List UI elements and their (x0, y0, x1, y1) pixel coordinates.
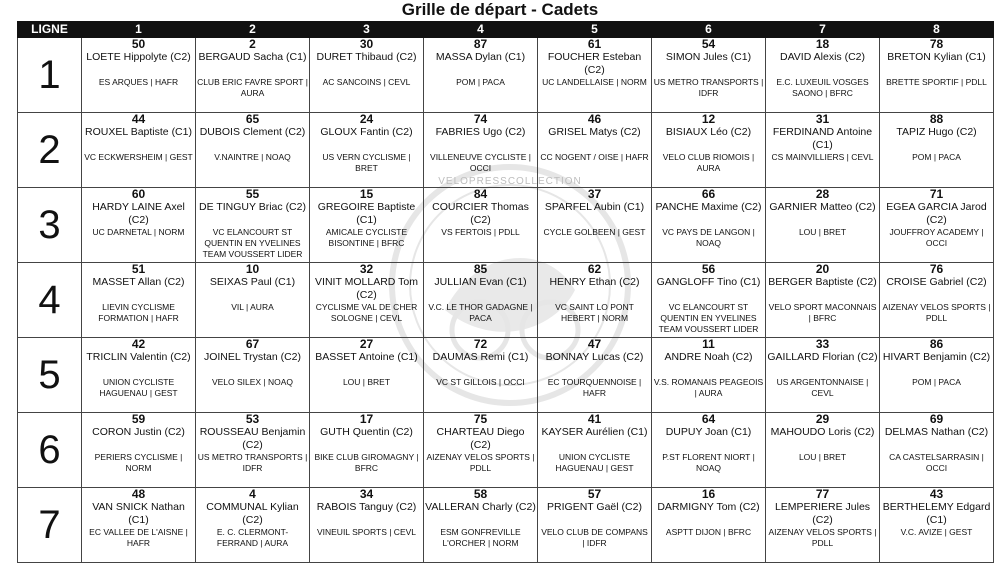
rider-name: LEMPERIERE Jules (C2) (774, 501, 871, 526)
rider-bib-number: 50 (131, 38, 146, 51)
rider-bib-number: 2 (249, 38, 256, 51)
rider-name: DARMIGNY Tom (C2) (657, 501, 760, 513)
rider-bib-number: 27 (359, 338, 374, 351)
rider-bib-number: 31 (815, 113, 830, 126)
rider-bib-number: 15 (359, 188, 374, 201)
column-header: 7 (766, 22, 880, 38)
rider-cell (880, 38, 994, 113)
rider-cell (196, 113, 310, 188)
rider-club: VC ELANCOURT ST QUENTIN EN YVELINES TEAM VOUSSERT LIDER (658, 302, 759, 334)
rider-name: TRICLIN Valentin (C2) (86, 351, 191, 363)
rider-club: AIZENAY VELOS SPORTS | PDLL (882, 302, 991, 323)
rider-bib-number: 72 (473, 338, 488, 351)
rider-cell (652, 188, 766, 263)
rider-bib-number: 30 (359, 38, 374, 51)
rider-cell (424, 263, 538, 338)
rider-club: CYCLISME VAL DE CHER SOLOGNE | CEVL (315, 302, 418, 323)
rider-cell (880, 113, 994, 188)
rider-bib-number: 53 (245, 413, 260, 426)
rider-bib-number: 11 (702, 338, 715, 351)
rider-bib-number: 61 (587, 38, 602, 51)
rider-name: GARNIER Matteo (C2) (769, 201, 876, 213)
rider-bib-number: 64 (701, 413, 716, 426)
watermark-text: VELOPRESSCOLLECTION (438, 176, 582, 187)
rider-name: DE TINGUY Briac (C2) (199, 201, 306, 213)
rider-cell (538, 413, 652, 488)
rider-name: LOETE Hippolyte (C2) (86, 51, 191, 63)
rider-club: VELO CLUB DE COMPANS | IDFR (541, 527, 648, 548)
rider-bib-number: 60 (131, 188, 146, 201)
rider-club: VELO SILEX | NOAQ (211, 377, 294, 387)
rider-bib-number: 51 (131, 263, 146, 276)
rider-club: POM | PACA (456, 77, 505, 87)
rider-bib-number: 32 (359, 263, 374, 276)
rider-bib-number: 29 (815, 413, 830, 426)
rider-name: SIMON Jules (C1) (665, 51, 752, 63)
rider-bib-number: 62 (587, 263, 602, 276)
rider-cell (310, 413, 424, 488)
column-header: 1 (82, 22, 196, 38)
rider-bib-number: 17 (359, 413, 374, 426)
rider-cell (82, 38, 196, 113)
rider-cell (652, 263, 766, 338)
rider-cell (310, 38, 424, 113)
rider-club: P.ST FLORENT NIORT | NOAQ (662, 452, 755, 473)
rider-bib-number: 58 (473, 488, 488, 501)
rider-club: V.C. AVIZE | GEST (900, 527, 973, 537)
rider-club: AIZENAY VELOS SPORTS | PDLL (768, 527, 877, 548)
rider-bib-number: 66 (701, 188, 716, 201)
rider-cell (424, 413, 538, 488)
rider-cell (538, 188, 652, 263)
rider-bib-number: 54 (701, 38, 716, 51)
rider-cell (310, 113, 424, 188)
column-header: 4 (424, 22, 538, 38)
rider-name: BONNAY Lucas (C2) (545, 351, 644, 363)
rider-name: ROUSSEAU Benjamin (C2) (199, 426, 306, 451)
row-number: 6 (18, 413, 82, 488)
rider-name: DURET Thibaud (C2) (316, 51, 417, 63)
rider-name: JULLIAN Evan (C1) (434, 276, 527, 288)
rider-club: EC TOURQUENNOISE | HAFR (547, 377, 642, 398)
rider-club: VC ST GILLOIS | OCCI (436, 377, 525, 387)
rider-club: BRETTE SPORTIF | PDLL (886, 77, 987, 87)
rider-bib-number: 12 (701, 113, 716, 126)
rider-name: GRISEL Matys (C2) (548, 126, 641, 138)
rider-bib-number: 74 (473, 113, 488, 126)
rider-bib-number: 87 (473, 38, 488, 51)
rider-club: V.C. LE THOR GADAGNE | PACA (428, 302, 533, 323)
rider-cell (424, 188, 538, 263)
rider-name: BASSET Antoine (C1) (315, 351, 418, 363)
rider-bib-number: 59 (131, 413, 146, 426)
column-header: 6 (652, 22, 766, 38)
rider-bib-number: 67 (245, 338, 260, 351)
rider-club: LOU | BRET (342, 377, 391, 387)
rider-cell (880, 488, 994, 563)
rider-club: JOUFFROY ACADEMY | OCCI (889, 227, 984, 248)
rider-club: POM | PACA (912, 152, 961, 162)
rider-cell (538, 338, 652, 413)
rider-club: UC DARNETAL | NORM (92, 227, 185, 237)
rider-name: COURCIER Thomas (C2) (432, 201, 529, 226)
rider-cell (766, 38, 880, 113)
rider-cell (652, 38, 766, 113)
rider-cell (538, 38, 652, 113)
rider-bib-number: 78 (929, 38, 944, 51)
rider-club: UNION CYCLISTE HAGUENAU | GEST (555, 452, 634, 473)
column-header: 3 (310, 22, 424, 38)
rider-name: GAILLARD Florian (C2) (767, 351, 878, 363)
rider-name: VAN SNICK Nathan (C1) (92, 501, 185, 526)
rider-name: SPARFEL Aubin (C1) (544, 201, 645, 213)
rider-bib-number: 44 (131, 113, 146, 126)
row-number: 5 (18, 338, 82, 413)
rider-bib-number: 41 (587, 413, 602, 426)
rider-cell (652, 338, 766, 413)
rider-bib-number: 77 (815, 488, 830, 501)
rider-bib-number: 65 (245, 113, 260, 126)
rider-name: FABRIES Ugo (C2) (435, 126, 526, 138)
rider-club: CYCLE GOLBEEN | GEST (543, 227, 646, 237)
rider-club: PERIERS CYCLISME | NORM (94, 452, 183, 473)
rider-name: DUPUY Joan (C1) (665, 426, 752, 438)
rider-name: BERGER Baptiste (C2) (768, 276, 877, 288)
rider-club: ES ARQUES | HAFR (98, 77, 179, 87)
rider-bib-number: 71 (929, 188, 944, 201)
rider-cell (310, 263, 424, 338)
rider-name: BRETON Kylian (C1) (887, 51, 986, 63)
rider-club: VIL | AURA (231, 302, 274, 312)
ligne-header: LIGNE (18, 22, 82, 38)
rider-cell (82, 338, 196, 413)
row-number: 3 (18, 188, 82, 263)
rider-cell (538, 488, 652, 563)
rider-name: SEIXAS Paul (C1) (209, 276, 296, 288)
rider-name: MASSA Dylan (C1) (435, 51, 526, 63)
rider-club: VC ECKWERSHEIM | GEST (84, 152, 193, 162)
rider-club: VINEUIL SPORTS | CEVL (316, 527, 417, 537)
rider-club: BIKE CLUB GIROMAGNY | BFRC (314, 452, 419, 473)
header-row (18, 22, 994, 38)
grid-row (18, 338, 994, 413)
column-header: 5 (538, 22, 652, 38)
rider-bib-number: 33 (815, 338, 830, 351)
rider-club: CC NOGENT / OISE | HAFR (540, 152, 649, 162)
rider-cell (766, 188, 880, 263)
rider-name: KAYSER Aurélien (C1) (541, 426, 648, 438)
rider-cell (424, 338, 538, 413)
rider-cell (880, 188, 994, 263)
rider-club: CA CASTELSARRASIN | OCCI (889, 452, 984, 473)
rider-club: VC ELANCOURT ST QUENTIN EN YVELINES TEAM VOUSSERT LIDER (202, 227, 303, 259)
rider-club: V.NAINTRE | NOAQ (214, 152, 291, 162)
rider-cell (880, 338, 994, 413)
rider-cell (766, 263, 880, 338)
rider-club: AC SANCOINS | CEVL (322, 77, 411, 87)
start-grid-table (17, 21, 994, 563)
rider-cell (196, 488, 310, 563)
rider-bib-number: 4 (249, 488, 256, 501)
rider-cell (538, 113, 652, 188)
rider-club: AMICALE CYCLISTE BISONTINE | BFRC (325, 227, 408, 248)
rider-name: VALLERAN Charly (C2) (425, 501, 536, 513)
grid-row (18, 413, 994, 488)
rider-name: GREGOIRE Baptiste (C1) (317, 201, 416, 226)
rider-club: US ARGENTONNAISE | CEVL (776, 377, 869, 398)
rider-bib-number: 37 (587, 188, 602, 201)
rider-cell (82, 263, 196, 338)
rider-cell (424, 38, 538, 113)
row-number: 1 (18, 38, 82, 113)
rider-bib-number: 18 (815, 38, 830, 51)
rider-cell (880, 413, 994, 488)
rider-club: V.S. ROMANAIS PEAGEOIS | AURA (653, 377, 764, 398)
rider-bib-number: 86 (929, 338, 944, 351)
rider-bib-number: 46 (587, 113, 602, 126)
rider-cell (652, 113, 766, 188)
rider-name: ROUXEL Baptiste (C1) (85, 126, 192, 138)
rider-name: DAVID Alexis (C2) (780, 51, 865, 63)
rider-cell (196, 338, 310, 413)
rider-cell (82, 188, 196, 263)
rider-name: DELMAS Nathan (C2) (884, 426, 989, 438)
rider-cell (196, 188, 310, 263)
rider-name: MAHOUDO Loris (C2) (770, 426, 875, 438)
rider-name: BERTHELEMY Edgard (C1) (882, 501, 991, 526)
grid-row (18, 488, 994, 563)
rider-cell (310, 188, 424, 263)
rider-club: E. C. CLERMONT-FERRAND | AURA (216, 527, 289, 548)
rider-club: CLUB ERIC FAVRE SPORT | AURA (197, 77, 308, 98)
rider-cell (82, 113, 196, 188)
rider-bib-number: 84 (473, 188, 488, 201)
column-header: 8 (880, 22, 994, 38)
rider-club: US METRO TRANSPORTS | IDFR (653, 77, 764, 98)
rider-name: EGEA GARCIA Jarod (C2) (886, 201, 987, 226)
rider-bib-number: 43 (929, 488, 944, 501)
rider-bib-number: 16 (701, 488, 716, 501)
rider-club: ESM GONFREVILLE L'ORCHER | NORM (440, 527, 521, 548)
rider-club: VS FERTOIS | PDLL (441, 227, 520, 237)
rider-club: VELO CLUB RIOMOIS | AURA (662, 152, 755, 173)
rider-bib-number: 47 (587, 338, 602, 351)
rider-name: PRIGENT Gaël (C2) (547, 501, 642, 513)
rider-club: UC LANDELLAISE | NORM (542, 77, 647, 87)
row-number: 4 (18, 263, 82, 338)
rider-name: BISIAUX Léo (C2) (665, 126, 752, 138)
rider-club: EC VALLEE DE L'AISNE | HAFR (89, 527, 188, 548)
rider-cell (538, 263, 652, 338)
rider-bib-number: 85 (473, 263, 488, 276)
rider-club: VC PAYS DE LANGON | NOAQ (662, 227, 755, 248)
rider-club: VELO SPORT MACONNAIS | BFRC (768, 302, 877, 323)
rider-club: CS MAINVILLIERS | CEVL (771, 152, 874, 162)
rider-name: JOINEL Trystan (C2) (203, 351, 302, 363)
rider-name: FOUCHER Esteban (C2) (547, 51, 642, 76)
rider-name: GLOUX Fantin (C2) (320, 126, 413, 138)
rider-cell (652, 413, 766, 488)
rider-cell (880, 263, 994, 338)
rider-bib-number: 42 (131, 338, 146, 351)
rider-name: CROISE Gabriel (C2) (886, 276, 987, 288)
rider-name: PANCHE Maxime (C2) (655, 201, 762, 213)
rider-club: US VERN CYCLISME | BRET (322, 152, 411, 173)
rider-cell (766, 338, 880, 413)
rider-club: VC SAINT LO PONT HEBERT | NORM (555, 302, 634, 323)
column-header: 2 (196, 22, 310, 38)
rider-name: MASSET Allan (C2) (92, 276, 185, 288)
grid-row (18, 263, 994, 338)
rider-name: HARDY LAINE Axel (C2) (92, 201, 185, 226)
rider-name: HIVART Benjamin (C2) (882, 351, 991, 363)
rider-name: DAUMAS Remi (C1) (432, 351, 529, 363)
rider-club: E.C. LUXEUIL VOSGES SAONO | BFRC (776, 77, 869, 98)
rider-club: LOU | BRET (798, 452, 847, 462)
rider-cell (310, 488, 424, 563)
rider-club: AIZENAY VELOS SPORTS | PDLL (426, 452, 535, 473)
row-number: 7 (18, 488, 82, 563)
rider-bib-number: 10 (245, 263, 260, 276)
rider-cell (766, 413, 880, 488)
rider-cell (196, 263, 310, 338)
rider-name: COMMUNAL Kylian (C2) (206, 501, 299, 526)
rider-name: BERGAUD Sacha (C1) (198, 51, 307, 63)
rider-cell (310, 338, 424, 413)
rider-name: CORON Justin (C2) (92, 426, 185, 438)
rider-bib-number: 76 (929, 263, 944, 276)
rider-cell (196, 38, 310, 113)
rider-cell (196, 413, 310, 488)
rider-bib-number: 69 (929, 413, 944, 426)
rider-bib-number: 24 (359, 113, 374, 126)
row-number: 2 (18, 113, 82, 188)
rider-cell (82, 413, 196, 488)
rider-bib-number: 57 (587, 488, 602, 501)
rider-cell (82, 488, 196, 563)
rider-club: VILLENEUVE CYCLISTE | OCCI (430, 152, 531, 173)
rider-cell (424, 113, 538, 188)
rider-cell (424, 488, 538, 563)
rider-bib-number: 20 (815, 263, 830, 276)
grid-row (18, 188, 994, 263)
rider-name: GUTH Quentin (C2) (320, 426, 413, 438)
page-title: Grille de départ - Cadets (401, 0, 599, 19)
grid-row (18, 38, 994, 113)
rider-name: ANDRE Noah (C2) (664, 351, 753, 363)
rider-name: HENRY Ethan (C2) (549, 276, 640, 288)
rider-bib-number: 88 (929, 113, 944, 126)
rider-club: UNION CYCLISTE HAGUENAU | GEST (99, 377, 178, 398)
rider-cell (766, 488, 880, 563)
rider-bib-number: 55 (245, 188, 260, 201)
rider-cell (766, 113, 880, 188)
rider-club: ASPTT DIJON | BFRC (665, 527, 752, 537)
rider-club: LOU | BRET (798, 227, 847, 237)
rider-bib-number: 75 (473, 413, 488, 426)
rider-bib-number: 48 (131, 488, 146, 501)
rider-name: GANGLOFF Tino (C1) (656, 276, 761, 288)
rider-bib-number: 28 (815, 188, 830, 201)
grid-row (18, 113, 994, 188)
rider-club: POM | PACA (912, 377, 961, 387)
rider-name: TAPIZ Hugo (C2) (896, 126, 977, 138)
rider-bib-number: 34 (359, 488, 374, 501)
rider-name: CHARTEAU Diego (C2) (436, 426, 525, 451)
rider-name: VINIT MOLLARD Tom (C2) (315, 276, 418, 301)
rider-name: FERDINAND Antoine (C1) (772, 126, 873, 151)
rider-name: DUBOIS Clement (C2) (199, 126, 306, 138)
rider-cell (652, 488, 766, 563)
rider-club: LIEVIN CYCLISME FORMATION | HAFR (98, 302, 179, 323)
rider-club: US METRO TRANSPORTS | IDFR (197, 452, 308, 473)
rider-bib-number: 56 (701, 263, 716, 276)
rider-name: RABOIS Tanguy (C2) (316, 501, 417, 513)
